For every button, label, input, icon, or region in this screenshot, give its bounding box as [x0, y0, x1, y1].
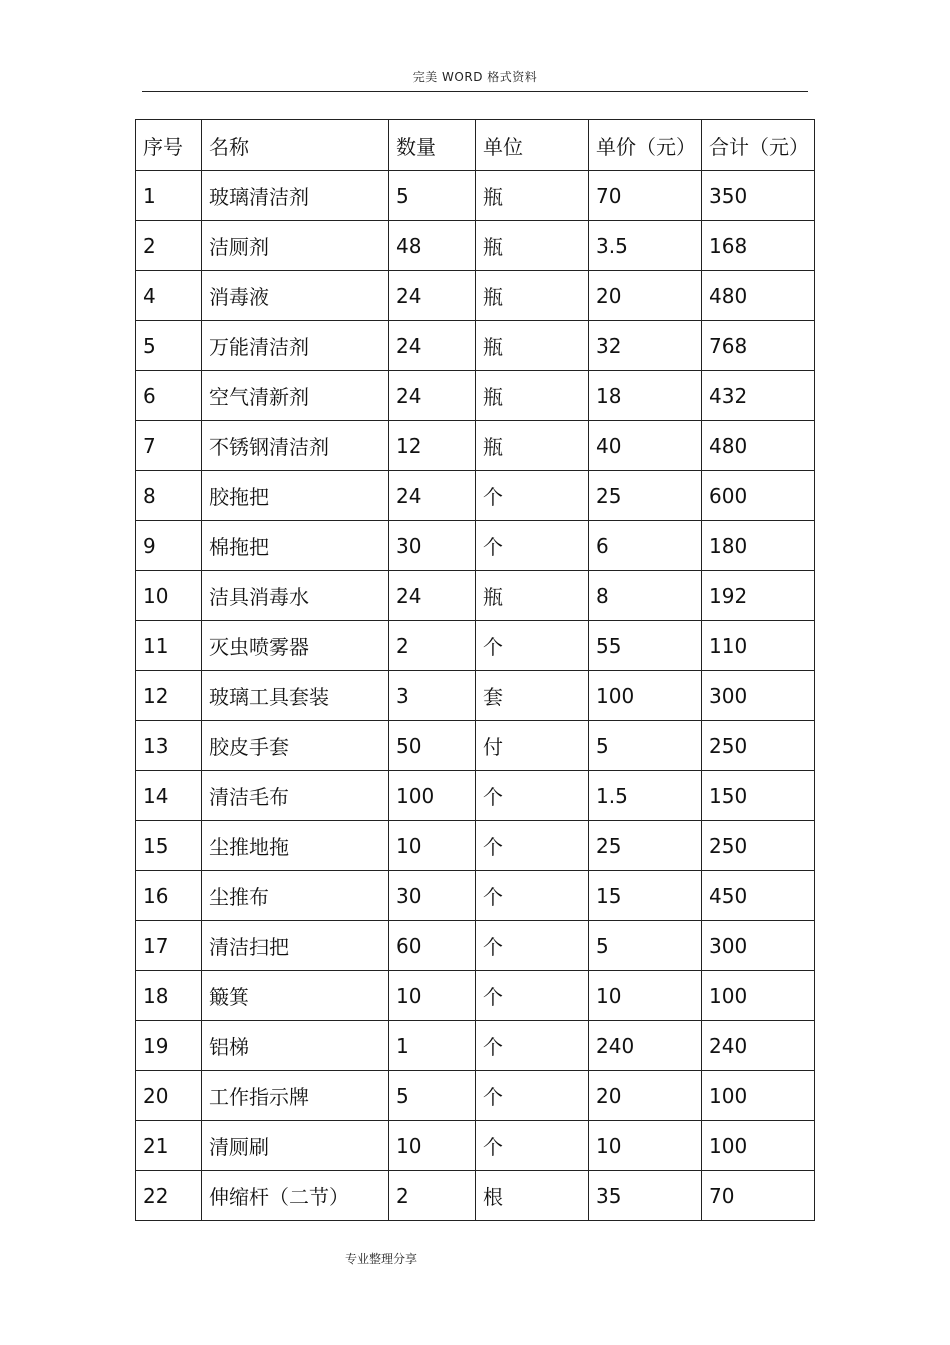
cell-quantity: 5 [389, 171, 476, 221]
cell-unit: 瓶 [476, 221, 589, 271]
cell-name: 玻璃工具套装 [202, 671, 389, 721]
column-header-name: 名称 [202, 120, 389, 171]
cell-name: 棉拖把 [202, 521, 389, 571]
cell-seq: 19 [136, 1021, 202, 1071]
cell-name: 尘推布 [202, 871, 389, 921]
table-row [136, 821, 815, 871]
cell-unit: 瓶 [476, 371, 589, 421]
cell-unit: 个 [476, 971, 589, 1021]
cell-total: 150 [702, 771, 815, 821]
cell-seq: 2 [136, 221, 202, 271]
cell-total: 180 [702, 521, 815, 571]
cell-unit-price: 3.5 [589, 221, 702, 271]
cell-seq: 10 [136, 571, 202, 621]
cell-unit: 个 [476, 771, 589, 821]
cell-quantity: 10 [389, 821, 476, 871]
cell-quantity: 2 [389, 1171, 476, 1221]
cell-total: 70 [702, 1171, 815, 1221]
cell-name: 玻璃清洁剂 [202, 171, 389, 221]
table-row [136, 871, 815, 921]
cell-unit-price: 100 [589, 671, 702, 721]
cell-total: 250 [702, 821, 815, 871]
cell-unit-price: 55 [589, 621, 702, 671]
table-row [136, 621, 815, 671]
table-row [136, 271, 815, 321]
cell-unit: 个 [476, 521, 589, 571]
cell-quantity: 30 [389, 871, 476, 921]
cell-total: 100 [702, 1071, 815, 1121]
cell-unit: 瓶 [476, 571, 589, 621]
table-row [136, 371, 815, 421]
cell-unit: 套 [476, 671, 589, 721]
table-row [136, 1121, 815, 1171]
cell-name: 不锈钢清洁剂 [202, 421, 389, 471]
cell-unit-price: 70 [589, 171, 702, 221]
cell-name: 簸箕 [202, 971, 389, 1021]
cell-quantity: 50 [389, 721, 476, 771]
cell-quantity: 24 [389, 271, 476, 321]
cell-seq: 4 [136, 271, 202, 321]
cell-name: 洁具消毒水 [202, 571, 389, 621]
cell-name: 胶拖把 [202, 471, 389, 521]
cell-quantity: 30 [389, 521, 476, 571]
cell-quantity: 10 [389, 971, 476, 1021]
cell-seq: 13 [136, 721, 202, 771]
cell-quantity: 24 [389, 321, 476, 371]
cell-name: 万能清洁剂 [202, 321, 389, 371]
table-row [136, 421, 815, 471]
cell-unit: 个 [476, 921, 589, 971]
cell-unit: 个 [476, 471, 589, 521]
table-row [136, 471, 815, 521]
cell-unit: 个 [476, 1071, 589, 1121]
page-footer-text: 专业整理分享 [345, 1252, 418, 1266]
cell-unit-price: 25 [589, 471, 702, 521]
cell-total: 300 [702, 921, 815, 971]
table-row [136, 321, 815, 371]
page-header-title: 完美 WORD 格式资料 [412, 70, 538, 84]
cell-quantity: 24 [389, 571, 476, 621]
cell-total: 600 [702, 471, 815, 521]
cell-unit: 瓶 [476, 271, 589, 321]
column-header-unit-price: 单价（元） [589, 120, 702, 171]
cell-seq: 14 [136, 771, 202, 821]
cell-total: 350 [702, 171, 815, 221]
table-row [136, 1071, 815, 1121]
cell-seq: 6 [136, 371, 202, 421]
table-row [136, 571, 815, 621]
cell-seq: 21 [136, 1121, 202, 1171]
cell-quantity: 24 [389, 471, 476, 521]
cell-name: 伸缩杆（二节） [202, 1171, 389, 1221]
cell-unit-price: 40 [589, 421, 702, 471]
cell-total: 250 [702, 721, 815, 771]
cell-total: 480 [702, 421, 815, 471]
cell-name: 清洁毛布 [202, 771, 389, 821]
cell-total: 300 [702, 671, 815, 721]
cell-name: 铝梯 [202, 1021, 389, 1071]
cell-unit-price: 20 [589, 271, 702, 321]
cell-quantity: 2 [389, 621, 476, 671]
cell-seq: 22 [136, 1171, 202, 1221]
cell-unit-price: 35 [589, 1171, 702, 1221]
cell-unit: 瓶 [476, 321, 589, 371]
cell-total: 100 [702, 971, 815, 1021]
cell-seq: 17 [136, 921, 202, 971]
cell-name: 清厕刷 [202, 1121, 389, 1171]
cell-unit-price: 6 [589, 521, 702, 571]
column-header-seq: 序号 [136, 120, 202, 171]
table-row [136, 221, 815, 271]
cell-unit-price: 1.5 [589, 771, 702, 821]
cell-total: 240 [702, 1021, 815, 1071]
cell-unit-price: 240 [589, 1021, 702, 1071]
cell-quantity: 60 [389, 921, 476, 971]
cell-quantity: 10 [389, 1121, 476, 1171]
cell-seq: 12 [136, 671, 202, 721]
cell-name: 清洁扫把 [202, 921, 389, 971]
cell-seq: 5 [136, 321, 202, 371]
cell-name: 灭虫喷雾器 [202, 621, 389, 671]
cell-quantity: 24 [389, 371, 476, 421]
cell-quantity: 1 [389, 1021, 476, 1071]
cell-unit: 付 [476, 721, 589, 771]
cell-total: 480 [702, 271, 815, 321]
cell-total: 100 [702, 1121, 815, 1171]
cell-unit-price: 20 [589, 1071, 702, 1121]
table-row [136, 1021, 815, 1071]
table-row [136, 171, 815, 221]
cell-unit: 个 [476, 621, 589, 671]
cell-unit: 根 [476, 1171, 589, 1221]
cell-seq: 9 [136, 521, 202, 571]
cleaning-supplies-table [135, 119, 815, 1221]
table-row [136, 971, 815, 1021]
cell-seq: 8 [136, 471, 202, 521]
table-row [136, 521, 815, 571]
cell-total: 768 [702, 321, 815, 371]
cell-quantity: 48 [389, 221, 476, 271]
cell-unit-price: 8 [589, 571, 702, 621]
cell-total: 432 [702, 371, 815, 421]
cell-unit: 个 [476, 821, 589, 871]
cell-seq: 20 [136, 1071, 202, 1121]
cell-name: 洁厕剂 [202, 221, 389, 271]
cell-seq: 1 [136, 171, 202, 221]
cell-unit: 个 [476, 871, 589, 921]
cell-unit-price: 10 [589, 1121, 702, 1171]
cell-name: 工作指示牌 [202, 1071, 389, 1121]
table-row [136, 721, 815, 771]
cell-quantity: 12 [389, 421, 476, 471]
cell-seq: 18 [136, 971, 202, 1021]
cell-unit-price: 5 [589, 921, 702, 971]
cell-quantity: 3 [389, 671, 476, 721]
column-header-quantity: 数量 [389, 120, 476, 171]
cell-total: 192 [702, 571, 815, 621]
cell-quantity: 5 [389, 1071, 476, 1121]
column-header-unit: 单位 [476, 120, 589, 171]
cell-name: 尘推地拖 [202, 821, 389, 871]
table-row [136, 921, 815, 971]
column-header-total: 合计（元） [702, 120, 815, 171]
cell-total: 168 [702, 221, 815, 271]
cell-name: 胶皮手套 [202, 721, 389, 771]
cell-unit-price: 10 [589, 971, 702, 1021]
table-row [136, 1171, 815, 1221]
cell-seq: 16 [136, 871, 202, 921]
cell-total: 450 [702, 871, 815, 921]
cell-unit-price: 15 [589, 871, 702, 921]
table-row [136, 771, 815, 821]
cell-unit-price: 25 [589, 821, 702, 871]
cell-name: 空气清新剂 [202, 371, 389, 421]
cell-total: 110 [702, 621, 815, 671]
cell-seq: 7 [136, 421, 202, 471]
header-divider [142, 91, 808, 92]
cell-seq: 15 [136, 821, 202, 871]
cell-unit: 瓶 [476, 421, 589, 471]
cell-name: 消毒液 [202, 271, 389, 321]
cell-unit: 瓶 [476, 171, 589, 221]
cell-seq: 11 [136, 621, 202, 671]
cell-unit: 个 [476, 1021, 589, 1071]
table-header-row [136, 120, 815, 171]
cell-quantity: 100 [389, 771, 476, 821]
cell-unit: 个 [476, 1121, 589, 1171]
cell-unit-price: 32 [589, 321, 702, 371]
cell-unit-price: 18 [589, 371, 702, 421]
cell-unit-price: 5 [589, 721, 702, 771]
table-row [136, 671, 815, 721]
